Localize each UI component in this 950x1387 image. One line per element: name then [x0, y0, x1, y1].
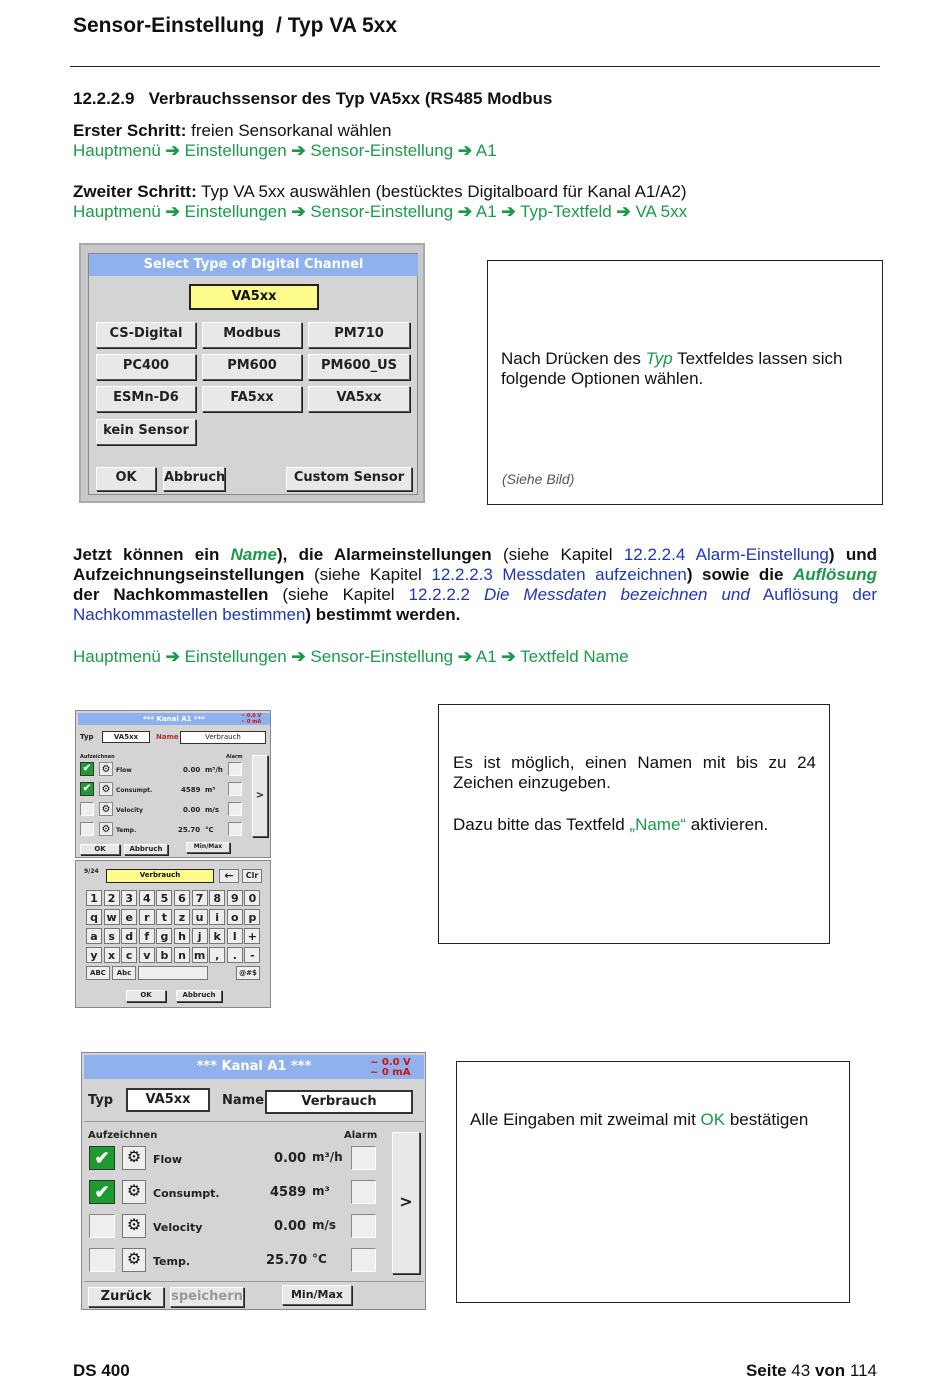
ok-button[interactable]: OK [96, 467, 156, 491]
kanal-large-rec-label: Aufzeichnen [88, 1130, 158, 1141]
row-unit: m/s [312, 1218, 337, 1232]
minmax-button[interactable]: Min/Max [186, 842, 230, 853]
para-p9: (siehe Kapitel [268, 585, 409, 604]
note2-t2: Dazu bitte das Textfeld [453, 815, 630, 834]
alarm-toggle[interactable] [228, 782, 242, 796]
keyboard-key[interactable]: - [244, 947, 260, 963]
row-unit: °C [205, 826, 214, 834]
path2-item: VA 5xx [635, 202, 688, 221]
para-line-2 [73, 565, 877, 585]
arrow-icon: ➔ [291, 647, 306, 666]
path2-item: Typ-Textfeld [520, 202, 612, 221]
path1-item: Sensor-Einstellung [310, 141, 454, 160]
alarm-toggle[interactable] [228, 762, 242, 776]
row-unit: m³/h [312, 1150, 343, 1164]
record-checkbox[interactable]: ✔ [89, 1180, 115, 1204]
row-value: 0.00 [274, 1151, 307, 1166]
wrench-icon[interactable]: ⚙ [122, 1248, 146, 1272]
path2-item: A1 [475, 202, 497, 221]
nav-path-3 [73, 647, 629, 667]
cancel-button[interactable]: Abbruch [163, 467, 225, 491]
keyboard-key[interactable]: k [209, 928, 225, 944]
step1-label: Erster Schritt: [73, 121, 187, 140]
kanal-small-alarm-label: Alarm [226, 754, 243, 760]
arrow-icon: ➔ [457, 647, 473, 666]
selected-type-field[interactable]: VA5xx [189, 284, 319, 310]
type-fa5xx-button[interactable]: FA5xx [202, 386, 302, 412]
row-value: 25.70 [178, 826, 201, 834]
row-label: Consumpt. [153, 1187, 220, 1200]
path1-item: Einstellungen [184, 141, 287, 160]
kanal-large-v: ~ 0.0 V [370, 1057, 411, 1068]
kanal-large-name-field[interactable]: Verbrauch [265, 1090, 413, 1114]
step1 [73, 121, 391, 141]
name-input[interactable]: Verbrauch [106, 869, 214, 883]
more-button[interactable]: > [392, 1132, 420, 1274]
note1-typ: Typ [645, 349, 673, 368]
wrench-icon[interactable]: ⚙ [122, 1180, 146, 1204]
para-line-3 [73, 585, 877, 605]
keyboard-key[interactable]: j [192, 928, 208, 944]
section-heading: 12.2.2.9 Verbrauchssensor des Typ VA5xx (RS485 Modbus [73, 89, 553, 108]
keyboard-key[interactable]: e [121, 909, 137, 925]
type-pm600us-button[interactable]: PM600_US [308, 354, 410, 380]
note2-text2 [453, 815, 816, 835]
record-checkbox[interactable]: ✔ [80, 782, 94, 796]
keyboard-key[interactable]: , [209, 947, 225, 963]
keyboard-key[interactable]: a [86, 928, 102, 944]
keyboard-key[interactable]: r [139, 909, 155, 925]
back-button[interactable]: Zurück [88, 1287, 164, 1307]
note1-text [501, 349, 871, 389]
kanal-large-name-label: Name [222, 1093, 265, 1108]
kanal-large-readout [370, 1058, 411, 1078]
keyboard-key[interactable]: i [209, 909, 225, 925]
header-subtitle: / Typ VA 5xx [276, 14, 398, 37]
keyboard-key[interactable]: 2 [104, 890, 120, 906]
note-box-1 [487, 260, 883, 505]
kanal-large-typ-field[interactable]: VA5xx [126, 1088, 210, 1112]
kanal-small-typ-label: Typ [80, 733, 94, 741]
keyboard-key[interactable]: b [156, 947, 172, 963]
keyboard-key[interactable]: 8 [209, 890, 225, 906]
keyboard-key[interactable]: 4 [139, 890, 155, 906]
para-p8: der Nachkommastellen [73, 585, 269, 604]
header-title: Sensor-Einstellung [73, 14, 265, 37]
type-kein-sensor-button[interactable]: kein Sensor [96, 419, 196, 445]
row-unit: m³ [205, 786, 216, 794]
keyboard-key[interactable]: g [156, 928, 172, 944]
row-label: Velocity [116, 807, 143, 814]
row-value: 25.70 [266, 1253, 308, 1268]
abc-lower-key[interactable]: Abc [112, 966, 136, 980]
kanal-large-title: *** Kanal A1 *** [84, 1055, 424, 1079]
note1-caption: (Siehe Bild) [502, 471, 575, 487]
note3-pre: Alle Eingaben mit zweimal mit [470, 1110, 701, 1129]
row-unit: m³ [312, 1184, 330, 1198]
backspace-key[interactable]: ← [219, 869, 239, 883]
keyboard-key[interactable]: + [244, 928, 260, 944]
path2-item: Sensor-Einstellung [310, 202, 454, 221]
note1-post: Textfeldes lassen sich folgende Optionen wählen. [501, 349, 843, 388]
custom-sensor-button[interactable]: Custom Sensor [286, 467, 412, 491]
kanal-small-screen [75, 710, 271, 858]
ok-button[interactable]: OK [126, 990, 166, 1002]
keyboard-key[interactable]: m [192, 947, 208, 963]
keyboard-key[interactable]: 6 [174, 890, 190, 906]
kanal-large-screen [81, 1052, 426, 1310]
wrench-icon[interactable]: ⚙ [122, 1214, 146, 1238]
record-checkbox[interactable] [89, 1248, 115, 1272]
alarm-toggle[interactable] [228, 822, 242, 836]
page-header [73, 14, 397, 38]
record-checkbox[interactable] [89, 1214, 115, 1238]
keyboard-key[interactable]: 9 [227, 890, 243, 906]
keyboard-key[interactable]: q [86, 909, 102, 925]
keyboard-key[interactable]: s [104, 928, 120, 944]
keyboard-key[interactable]: w [104, 909, 120, 925]
keyboard-key[interactable]: y [86, 947, 102, 963]
para-ref3b[interactable]: Die Messdaten bezeichnen und [483, 585, 750, 604]
arrow-icon: ➔ [291, 141, 306, 160]
note2-name: „Name“ [629, 815, 687, 834]
arrow-icon: ➔ [165, 202, 180, 221]
kanal-small-typ-field[interactable]: VA5xx [102, 731, 150, 743]
wrench-icon[interactable]: ⚙ [99, 782, 113, 796]
row-unit: m³/h [205, 766, 223, 774]
note-box-2 [438, 704, 830, 944]
record-checkbox[interactable]: ✔ [89, 1146, 115, 1170]
note3-text [470, 1110, 840, 1130]
para-p1: Jetzt können ein [73, 545, 231, 564]
para-p10: ) bestimmt werden. [305, 605, 461, 624]
note3-ok: OK [700, 1110, 726, 1129]
type-pm600-button[interactable]: PM600 [202, 354, 302, 380]
footer-von: von [814, 1361, 846, 1380]
para-ref1[interactable]: 12.2.2.4 Alarm-Einstellung [623, 545, 829, 564]
wrench-icon[interactable]: ⚙ [122, 1146, 146, 1170]
step2-label: Zweiter Schritt: [73, 182, 197, 201]
row-unit: m/s [205, 806, 220, 814]
kanal-small-ma: ~ 0 mA [241, 719, 262, 725]
record-checkbox[interactable] [80, 802, 94, 816]
space-key[interactable] [138, 966, 208, 980]
para-name: Name [230, 545, 277, 564]
kanal-large-typ-label: Typ [88, 1093, 114, 1108]
keyboard-key[interactable]: p [244, 909, 260, 925]
more-button[interactable]: > [252, 755, 268, 837]
row-label: Temp. [116, 827, 137, 834]
para-ref3a[interactable]: 12.2.2.2 [408, 585, 484, 604]
select-type-title: Select Type of Digital Channel [89, 254, 418, 276]
nav-path-1 [73, 141, 497, 161]
alarm-toggle[interactable] [228, 802, 242, 816]
kanal-small-v: ~ 0.0 V [241, 713, 262, 719]
keyboard-key[interactable]: 3 [121, 890, 137, 906]
row-unit: °C [312, 1252, 327, 1266]
keyboard-key[interactable]: n [174, 947, 190, 963]
path3-item: Textfeld Name [520, 647, 629, 666]
type-pm710-button[interactable]: PM710 [308, 322, 410, 348]
note2-t3: aktivieren. [686, 815, 769, 834]
keyboard-key[interactable]: z [174, 909, 190, 925]
header-rule [70, 66, 880, 67]
row-value: 4589 [270, 1185, 307, 1200]
row-value: 0.00 [274, 1219, 307, 1234]
alarm-toggle[interactable] [351, 1214, 376, 1238]
arrow-icon: ➔ [501, 202, 516, 221]
path1-item: A1 [475, 141, 497, 160]
keyboard-key[interactable]: 5 [156, 890, 172, 906]
footer-doc: DS 400 [73, 1361, 130, 1380]
arrow-icon: ➔ [165, 647, 180, 666]
para-p6: (siehe Kapitel [304, 565, 432, 584]
alarm-toggle[interactable] [351, 1248, 376, 1272]
para-p4: ) und [828, 545, 877, 564]
row-label: Consumpt. [116, 787, 153, 794]
row-label: Temp. [153, 1255, 191, 1268]
step1-text: freien Sensorkanal wählen [186, 121, 392, 140]
kanal-small-rec-label: Aufzeichnen [80, 754, 115, 760]
keyboard-key[interactable]: . [227, 947, 243, 963]
arrow-icon: ➔ [291, 202, 306, 221]
footer-num: 43 [786, 1361, 815, 1380]
keyboard-key[interactable]: t [156, 909, 172, 925]
keyboard-screen [75, 860, 271, 1008]
para-ref3c[interactable]: Auflösung der [749, 585, 877, 604]
path3-item: Einstellungen [184, 647, 287, 666]
keyboard-key[interactable]: h [174, 928, 190, 944]
row-label: Flow [153, 1153, 183, 1166]
record-checkbox[interactable]: ✔ [80, 762, 94, 776]
arrow-icon: ➔ [457, 202, 473, 221]
alarm-toggle[interactable] [351, 1180, 376, 1204]
record-checkbox[interactable] [80, 822, 94, 836]
keyboard-key[interactable]: u [192, 909, 208, 925]
keyboard-key[interactable]: d [121, 928, 137, 944]
note3-post: bestätigen [725, 1110, 809, 1129]
keyboard-key[interactable]: f [139, 928, 155, 944]
keyboard-key[interactable]: v [139, 947, 155, 963]
kanal-large-ma: ~ 0 mA [370, 1067, 411, 1078]
path3-item: Sensor-Einstellung [310, 647, 454, 666]
path1-item: Hauptmenü [73, 141, 161, 160]
para-line-4 [73, 605, 877, 625]
type-pc400-button[interactable]: PC400 [96, 354, 196, 380]
ok-button[interactable]: OK [80, 844, 120, 855]
step2 [73, 182, 687, 202]
keyboard-key[interactable]: 0 [244, 890, 260, 906]
kanal-large-alarm-label: Alarm [344, 1130, 378, 1141]
row-label: Velocity [153, 1221, 203, 1234]
type-va5xx-button[interactable]: VA5xx [308, 386, 410, 412]
para-aufl: Auflösung [792, 565, 878, 584]
keyboard-key[interactable]: 7 [192, 890, 208, 906]
para-ref3d[interactable]: Nachkommastellen bestimmen [73, 605, 306, 624]
wrench-icon[interactable]: ⚙ [99, 822, 113, 836]
keyboard-key[interactable]: l [227, 928, 243, 944]
para-ref2[interactable]: 12.2.2.3 Messdaten aufzeichnen [431, 565, 687, 584]
path2-item: Hauptmenü [73, 202, 161, 221]
clear-key[interactable]: Clr [242, 869, 262, 883]
cancel-button[interactable]: Abbruch [176, 990, 222, 1002]
step2-text: Typ VA 5xx auswählen (bestücktes Digitalboard für Kanal A1/A2) [196, 182, 687, 201]
row-value: 4589 [181, 786, 201, 794]
kanal-small-name-label: Name [156, 733, 179, 741]
keyboard-key[interactable]: x [104, 947, 120, 963]
select-type-screen [79, 243, 425, 503]
char-counter: 9/24 [84, 868, 99, 875]
footer-total: 114 [845, 1361, 877, 1380]
arrow-icon: ➔ [457, 141, 473, 160]
type-cs-digital-button[interactable]: CS-Digital [96, 322, 196, 348]
footer-seite: Seite [745, 1361, 787, 1380]
note2-text1: Es ist möglich, einen Namen mit bis zu 24 Zeichen einzugeben. [453, 753, 816, 792]
cancel-button[interactable]: Abbruch [124, 844, 168, 855]
save-button[interactable]: speichern [170, 1287, 244, 1307]
alarm-toggle[interactable] [351, 1146, 376, 1170]
kanal-small-readout [241, 713, 261, 725]
main-paragraph [73, 545, 877, 625]
symbol-key[interactable]: @#$ [236, 966, 260, 980]
keyboard-key[interactable]: o [227, 909, 243, 925]
arrow-icon: ➔ [616, 202, 631, 221]
para-p2: ), die Alarmeinstellungen [276, 545, 492, 564]
note1-pre: Nach Drücken des [501, 349, 646, 368]
row-label: Flow [116, 767, 132, 774]
path2-item: Einstellungen [184, 202, 287, 221]
nav-path-2 [73, 202, 687, 222]
path3-item: A1 [475, 647, 497, 666]
arrow-icon: ➔ [165, 141, 180, 160]
minmax-button[interactable]: Min/Max [282, 1285, 352, 1305]
para-p5: Aufzeichnungseinstellungen [73, 565, 305, 584]
para-p7: ) sowie die [686, 565, 793, 584]
type-esmn-d6-button[interactable]: ESMn-D6 [96, 386, 196, 412]
row-value: 0.00 [183, 806, 201, 814]
divider [84, 1121, 424, 1122]
kanal-small-title: *** Kanal A1 *** [78, 713, 270, 725]
row-value: 0.00 [183, 766, 201, 774]
arrow-icon: ➔ [501, 647, 516, 666]
kanal-small-name-field[interactable]: Verbrauch [180, 731, 266, 744]
type-modbus-button[interactable]: Modbus [202, 322, 302, 348]
abc-key[interactable]: ABC [86, 966, 110, 980]
wrench-icon[interactable]: ⚙ [99, 802, 113, 816]
footer-page [746, 1361, 877, 1381]
wrench-icon[interactable]: ⚙ [99, 762, 113, 776]
para-line-1 [73, 545, 877, 565]
path3-item: Hauptmenü [73, 647, 161, 666]
keyboard-key[interactable]: 1 [86, 890, 102, 906]
para-p3: (siehe Kapitel [491, 545, 624, 564]
keyboard-key[interactable]: c [121, 947, 137, 963]
note-box-3 [456, 1061, 850, 1303]
divider [84, 1281, 424, 1282]
